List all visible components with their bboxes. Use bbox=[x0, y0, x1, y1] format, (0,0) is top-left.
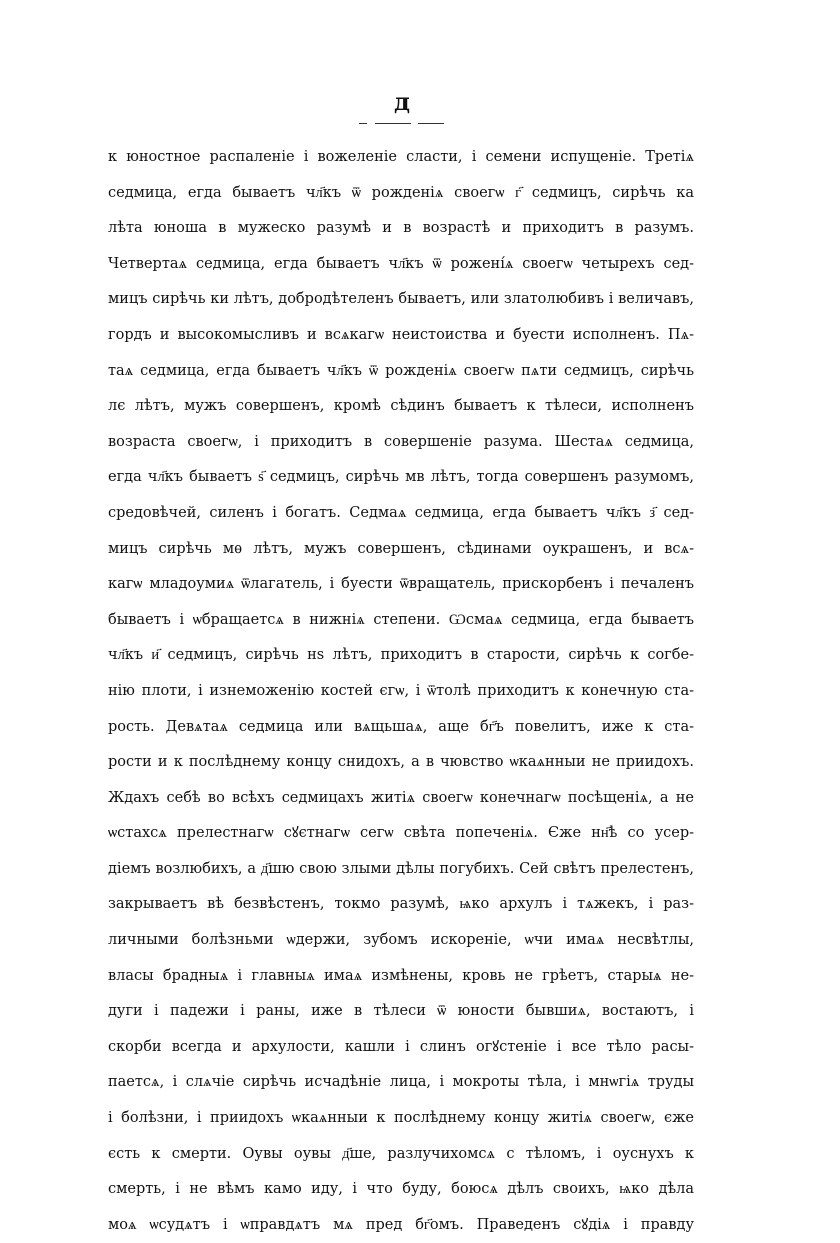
text-line: лѣта юноша в мужеско разумѣ и в возрастѣ и приходитъ в разумъ. bbox=[108, 220, 694, 237]
header-rule-left bbox=[359, 123, 367, 124]
header-rule-middle bbox=[375, 123, 411, 124]
text-line: бываетъ і ѡбращаетсѧ в нижніѧ степени. Ѡсмаѧ седмица, егда бываетъ bbox=[108, 611, 694, 628]
text-line: моѧ ѡсудѧтъ і ѡправдѧтъ мѧ пред бг҃омъ. Праведенъ сꙋдіѧ і правду bbox=[108, 1216, 694, 1233]
text-line: єсть к смерти. Оувы оувы д҃ше, разлучихомсѧ с тѣломъ, і оуснухъ к bbox=[108, 1145, 694, 1162]
text-line: дуги і падежи і раны, иже в тѣлеси ѿ юности бывшиѧ, востаютъ, і bbox=[108, 1003, 694, 1020]
text-line: чл҃къ и҃ седмицъ, сирѣчь нѕ лѣтъ, приходитъ в старости, сирѣчь к согбе- bbox=[108, 647, 694, 664]
text-line: Четвертаѧ седмица, егда бываетъ чл҃къ ѿ рожені́ѧ своегѡ четырехъ сед- bbox=[108, 255, 694, 272]
text-line: власы брадныѧ і главныѧ имаѧ измѣнены, кровь не грѣетъ, старыѧ не- bbox=[108, 967, 694, 984]
text-line: ѡстахсѧ прелестнагѡ сꙋєтнагѡ сегѡ свѣта попеченіѧ. Єже нн҃ѣ со усер- bbox=[108, 825, 694, 842]
text-line: мицъ сирѣчь мѳ лѣтъ, мужъ совершенъ, сѣдинами оукрашенъ, и всѧ- bbox=[108, 540, 694, 557]
text-line: закрываетъ вѣ безвѣстенъ, токмо разумѣ, ѩко архулъ і тѧжекъ, і раз- bbox=[108, 896, 694, 913]
text-line: смерть, і не вѣмъ камо иду, і что буду, боюсѧ дѣлъ своихъ, ѩко дѣла bbox=[108, 1181, 694, 1198]
header-rule-right bbox=[418, 123, 444, 124]
text-line: діемъ возлюбихъ, а д҃шю свою злыми дѣлы погубихъ. Сей свѣтъ прелестенъ, bbox=[108, 860, 694, 877]
text-line: і болѣзни, і приидохъ ѡкаѧнныи к послѣднему концу житіѧ своегѡ, єже bbox=[108, 1110, 694, 1127]
text-line: кагѡ младоумиѧ ѿлагатель, і буести ѿвращатель, прискорбенъ і печаленъ bbox=[108, 576, 694, 593]
text-line: к юностное распаленіе і вожеленіе сласти, і семени испущеніе. Третіѧ bbox=[108, 149, 694, 165]
text-line: скорби всегда и архулости, кашли і слинъ огꙋстеніе і все тѣло расы- bbox=[108, 1038, 694, 1055]
text-line: рость. Девѧтаѧ седмица или вѧщьшаѧ, аще бг҃ъ повелитъ, иже к ста- bbox=[108, 718, 694, 735]
text-line: гордъ и высокомысливъ и всѧкагѡ неистоиства и буести исполненъ. Пѧ- bbox=[108, 326, 694, 343]
text-line: таѧ седмица, егда бываетъ чл҃къ ѿ рожденіѧ своегѡ пѧти седмицъ, сирѣчь bbox=[108, 362, 694, 379]
text-line: средовѣчей, силенъ і богатъ. Седмаѧ седмица, егда бываетъ чл҃къ з҃ сед- bbox=[108, 504, 694, 521]
page-number: д bbox=[394, 87, 410, 116]
text-line: лє лѣтъ, мужъ совершенъ, кромѣ сѣдинъ бываетъ к тѣлеси, исполненъ bbox=[108, 398, 694, 415]
text-line: паетсѧ, і слѧчіе сирѣчь исчадѣніе лица, і мокроты тѣла, і мнѡгіѧ труды bbox=[108, 1074, 694, 1091]
text-line: личными болѣзньми ѡдержи, зубомъ искореніе, ѡчи имаѧ несвѣтлы, bbox=[108, 932, 694, 949]
text-line: мицъ сирѣчь ки лѣтъ, добродѣтеленъ бываетъ, или златолюбивъ і величавъ, bbox=[108, 291, 694, 308]
page-header bbox=[0, 0, 840, 140]
text-line: возраста своегѡ, і приходитъ в совершеніе разума. Шестаѧ седмица, bbox=[108, 433, 694, 450]
text-line: рости и к послѣднему концу снидохъ, а в чювство ѡкаѧнныи не приидохъ. bbox=[108, 754, 694, 771]
text-line: Ждахъ себѣ во всѣхъ седмицахъ житіѧ своегѡ конечнагѡ посѣщеніѧ, а не bbox=[108, 789, 694, 806]
text-line: нію плоти, і изнеможенію костей єгѡ, і ѿтолѣ приходитъ к конечную ста- bbox=[108, 682, 694, 699]
body-text bbox=[108, 140, 694, 1243]
text-line: егда чл҃къ бываетъ ѕ҃ седмицъ, сирѣчь мв лѣтъ, тогда совершенъ разумомъ, bbox=[108, 469, 694, 486]
text-line: седмица, егда бываетъ чл҃къ ѿ рожденіѧ своегѡ г҃ седмицъ, сирѣчь ка bbox=[108, 184, 694, 201]
